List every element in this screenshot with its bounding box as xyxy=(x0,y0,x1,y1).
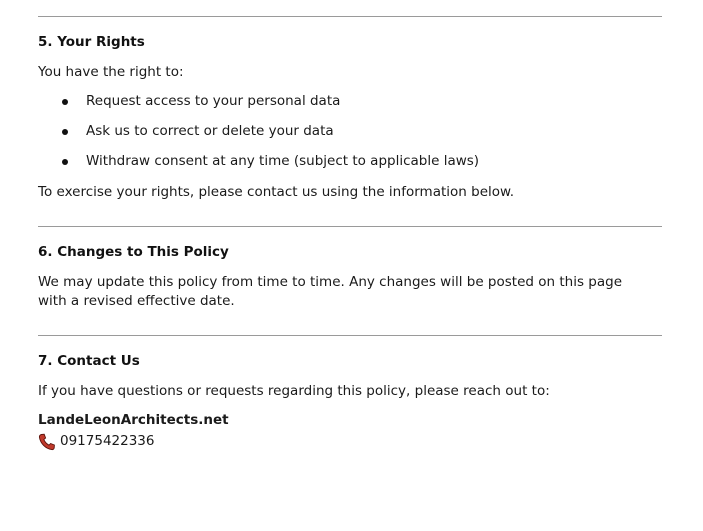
rights-list xyxy=(38,92,479,182)
bullet-icon xyxy=(62,129,68,135)
section-divider xyxy=(38,16,662,17)
list-item xyxy=(38,152,479,182)
list-item-text: Request access to your personal data xyxy=(86,93,341,109)
rights-intro: You have the right to: xyxy=(38,64,184,80)
bullet-icon xyxy=(62,99,68,105)
rights-outro: To exercise your rights, please contact us using the information below. xyxy=(38,184,515,200)
list-item xyxy=(38,122,479,152)
telephone-icon xyxy=(38,433,56,451)
changes-body: We may update this policy from time to time. Any changes will be posted on this page with a revised effective date. xyxy=(38,274,623,309)
section-divider xyxy=(38,226,662,227)
rights-heading: 5. Your Rights xyxy=(38,34,145,50)
contact-phone[interactable] xyxy=(38,432,154,451)
contact-website[interactable]: LandeLeonArchitects.net xyxy=(38,412,229,428)
phone-number: 09175422336 xyxy=(60,433,155,449)
section-divider xyxy=(38,335,662,336)
list-item-text: Ask us to correct or delete your data xyxy=(86,123,334,139)
list-item-text: Withdraw consent at any time (subject to applicable laws) xyxy=(86,153,480,169)
bullet-icon xyxy=(62,159,68,165)
contact-heading: 7. Contact Us xyxy=(38,353,140,369)
contact-intro: If you have questions or requests regarding this policy, please reach out to: xyxy=(38,383,550,399)
list-item xyxy=(38,92,479,122)
changes-heading: 6. Changes to This Policy xyxy=(38,244,229,260)
